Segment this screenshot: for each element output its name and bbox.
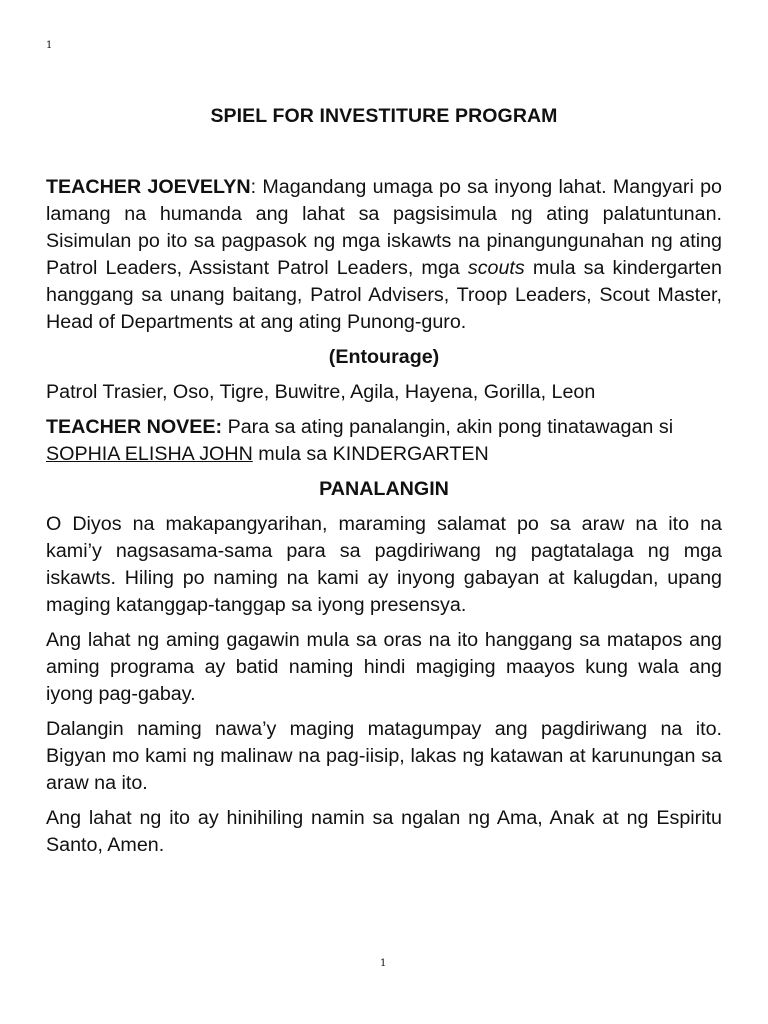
page-number-top: 1 [46, 40, 53, 51]
paragraph-text: : Magandang umaga po sa inyong lahat. Mangyari po lamang na humanda ang lahat sa pagsisimula ng ating palatuntunan. Sisimulan po ito sa pagpasok ng mga iskawts na pinangungunahan ng ating Patrol Leaders, Assistant Patrol Leaders, mga [46, 176, 723, 279]
entourage-heading: (Entourage) [328, 346, 440, 368]
student-name: SOPHIA ELISHA JOHN [46, 443, 253, 465]
speaker-label: TEACHER JOEVELYN [46, 176, 251, 198]
document-body [46, 174, 722, 867]
prayer-paragraph: O Diyos na makapangyarihan, maraming salamat po sa araw na ito na kami’y nagsasama-sama para sa pagdiriwang ng pagtatalaga ng mga iskawts. Hiling po naming na kami ay inyong gabayan at kalugdan, upang maging katanggap-tanggap sa iyong presensya. [46, 513, 722, 616]
page-number-bottom: 1 [380, 958, 387, 969]
prayer-paragraph: Dalangin naming nawa’y maging matagumpay ang pagdiriwang na ito. Bigyan mo kami ng malinaw na pag-iisip, lakas ng katawan at karunungan sa araw na ito. [46, 718, 722, 794]
prayer-paragraph: Ang lahat ng ito ay hinihiling namin sa ngalan ng Ama, Anak at ng Espiritu Santo, Amen. [46, 807, 722, 856]
prayer-paragraph: Ang lahat ng aming gagawin mula sa oras na ito hanggang sa matapos ang aming programa ay batid naming hindi magiging maayos kung wala ang iyong pag-gabay. [46, 629, 722, 705]
speaker-label: TEACHER NOVEE: [46, 416, 223, 438]
prayer-heading: PANALANGIN [319, 478, 449, 500]
paragraph-teacher-joevelyn [46, 174, 722, 336]
emphasis-text: scouts [467, 257, 525, 279]
entourage-list: Patrol Trasier, Oso, Tigre, Buwitre, Agila, Hayena, Gorilla, Leon [46, 381, 596, 403]
paragraph-teacher-novee [46, 414, 722, 468]
paragraph-text: mula sa KINDERGARTEN [252, 443, 489, 465]
paragraph-text: mula sa kindergarten hanggang sa unang baitang, Patrol Advisers, Troop Leaders, Scout Master, Head of Departments at ang ating Punong-guro. [46, 257, 722, 333]
paragraph-text: Para sa ating panalangin, akin pong tinatawagan si [222, 416, 674, 438]
document-title: SPIEL FOR INVESTITURE PROGRAM [210, 105, 558, 127]
